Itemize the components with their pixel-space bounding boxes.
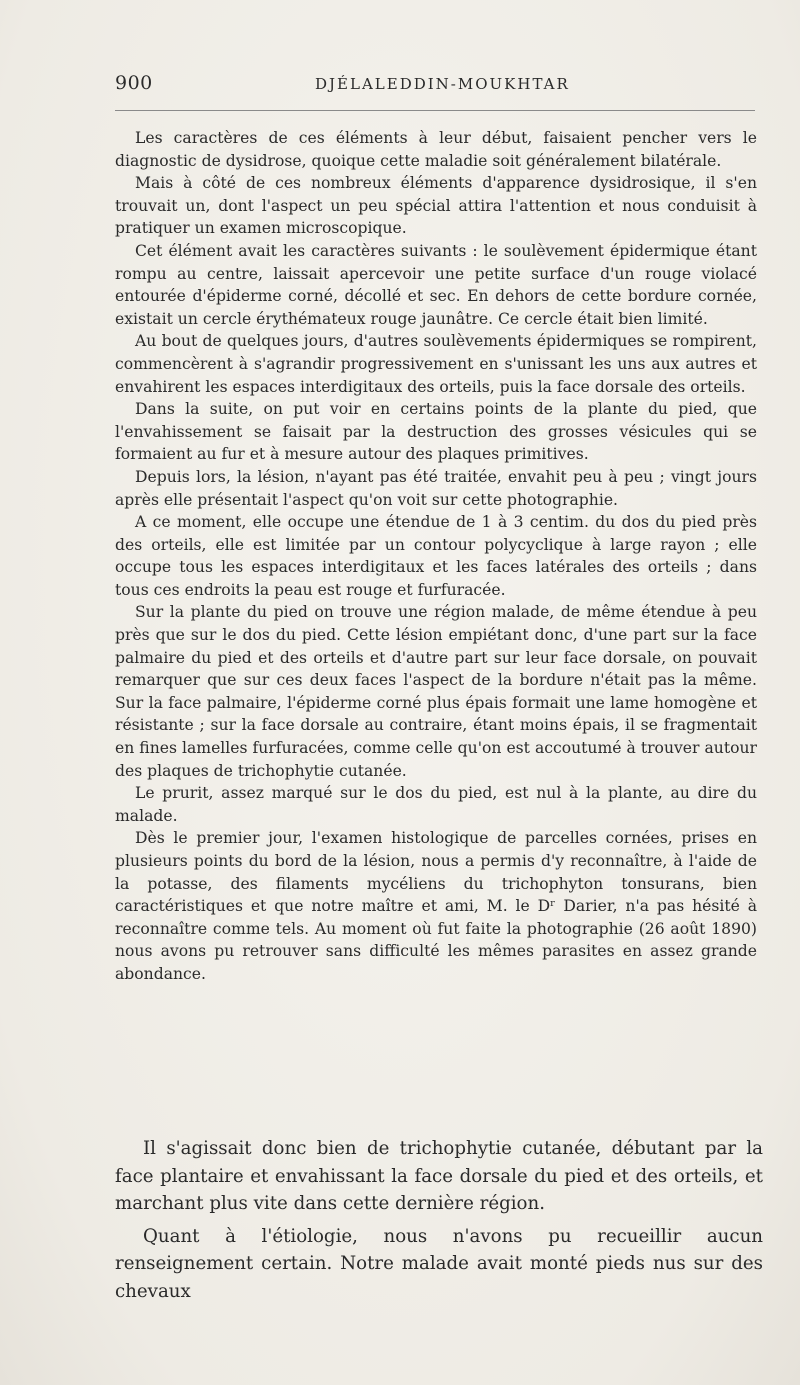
paragraph: A ce moment, elle occupe une étendue de 1 à 3 centim. du dos du pied près des orteils, elle est limitée par un contour polycyclique à large rayon ; elle occupe tous les espaces interdigitaux et les faces latérales des orteils ; dans tous ces endroits la peau est rouge et furfuracée.: [115, 513, 757, 599]
paragraph: Cet élément avait les caractères suivants : le soulèvement épidermique étant rompu au centre, laissait apercevoir une petite surface d'un rouge violacé entourée d'épiderme corné, décollé et sec. En dehors de cette bordure cornée, existait un cercle érythémateux rouge jaunâtre. Ce cercle était bien limité.: [115, 241, 757, 328]
paragraph: Au bout de quelques jours, d'autres soulèvements épidermiques se rompirent, commencèrent à s'agrandir progressivement en s'unissant les uns aux autres et envahirent les espaces interdigitaux des orteils, puis la face dorsale des orteils.: [115, 332, 757, 396]
page-number: 900: [115, 72, 153, 94]
page-header: [115, 72, 760, 102]
running-head: DJÉLALEDDIN-MOUKHTAR: [315, 75, 570, 93]
paragraph: Dans la suite, on put voir en certains points de la plante du pied, que l'envahissement se faisait par la destruction des grosses vésicules qui se formaient au fur et à mesure autour des plaques primitives.: [115, 400, 757, 464]
paragraph: Les caractères de ces éléments à leur début, faisaient pencher vers le diagnostic de dysidrose, quoique cette maladie soit généralement bilatérale.: [115, 129, 757, 170]
header-rule: [115, 110, 755, 111]
paragraph: Le prurit, assez marqué sur le dos du pied, est nul à la plante, au dire du malade.: [115, 784, 757, 825]
paragraph: Quant à l'étiologie, nous n'avons pu recueillir aucun renseignement certain. Notre malade avait monté pieds nus sur des chevaux: [115, 1225, 763, 1302]
paragraph: Sur la plante du pied on trouve une région malade, de même étendue à peu près que sur le dos du pied. Cette lésion empiétant donc, d'une part sur la face palmaire du pied et des orteils et d'autre part sur leur face dorsale, on pouvait remarquer que sur ces deux faces l'aspect de la bordure n'était pas la même. Sur la face palmaire, l'épiderme corné plus épais formait une lame homogène et résistante ; sur la face dorsale au contraire, étant moins épais, il se fragmentait en fines lamelles furfuracées, comme celle qu'on est accoutumé à trouver autour des plaques de trichophytie cutanée.: [115, 603, 757, 780]
body-text-small: [115, 127, 757, 986]
paragraph: Il s'agissait donc bien de trichophytie cutanée, débutant par la face plantaire et envahissant la face dorsale du pied et des orteils, et marchant plus vite dans cette dernière région.: [115, 1138, 763, 1215]
paragraph: Mais à côté de ces nombreux éléments d'apparence dysidrosique, il s'en trouvait un, dont l'aspect un peu spécial attira l'attention et nous conduisit à pratiquer un examen microscopique.: [115, 174, 757, 238]
paragraph: Depuis lors, la lésion, n'ayant pas été traitée, envahit peu à peu ; vingt jours après elle présentait l'aspect qu'on voit sur cette photographie.: [115, 467, 757, 509]
paragraph: Dès le premier jour, l'examen histologique de parcelles cornées, prises en plusieurs points du bord de la lésion, nous a permis d'y reconnaître, à l'aide de la potasse, des filaments mycéliens du trichophyton tonsurans, bien caractéristiques et que notre maître et ami, M. le Dʳ Darier, n'a pas hésité à reconnaître comme tels. Au moment où fut faite la photographie (26 août 1890) nous avons pu retrouver sans difficulté les mêmes parasites en assez grande abondance.: [115, 829, 757, 983]
body-text-large: [115, 1135, 763, 1311]
